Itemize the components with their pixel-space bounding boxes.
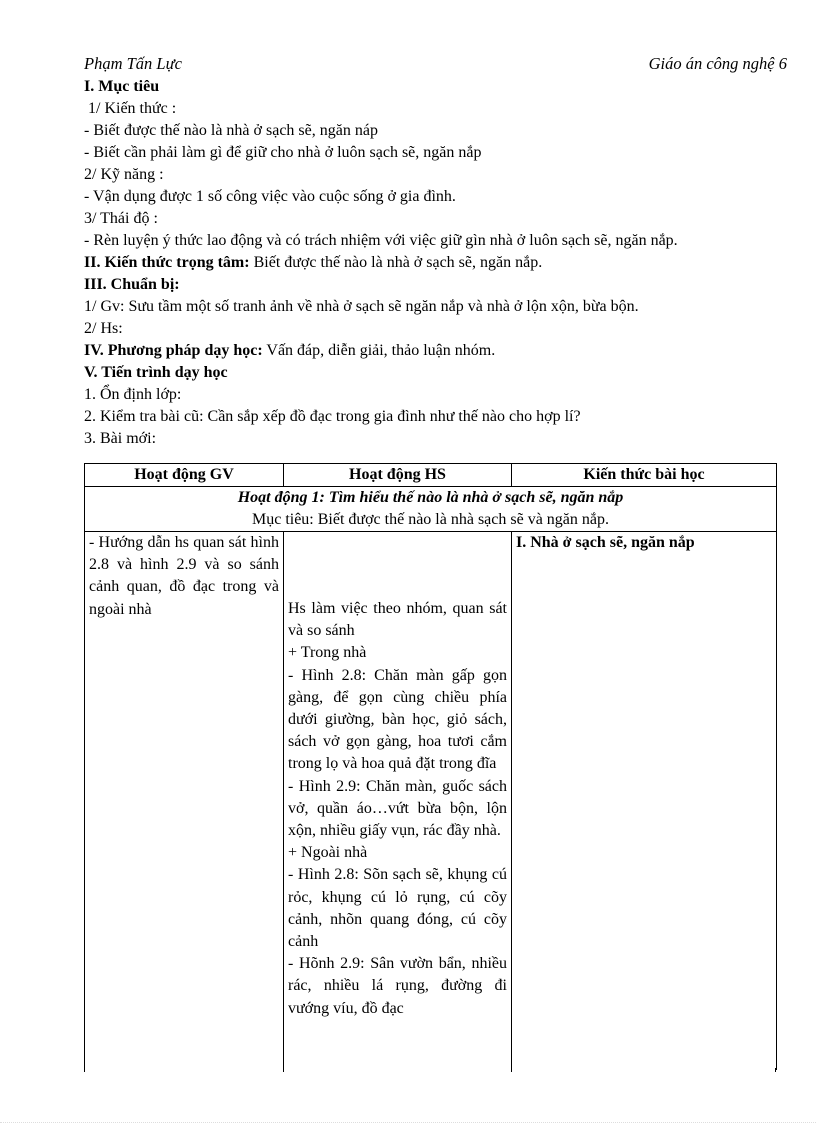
- skills-heading: 2/ Kỹ năng :: [84, 166, 164, 183]
- focus-line: [84, 252, 804, 274]
- header-knowledge: Kiến thức bài học: [512, 464, 777, 487]
- process-step-2: 2. Kiểm tra bài cũ: Cần sắp xếp đồ đạc trong gia đình như thế nào cho hợp lí?: [84, 408, 581, 425]
- hs-line: - Hõnh 2.9: Sân vườn bẩn, nhiều rác, nhiều lá rụng, đường đi vướng víu, đồ đạc: [288, 955, 507, 1017]
- activity-goal: Mục tiêu: Biết được thế nào là nhà sạch sẽ và ngăn nắp.: [251, 511, 610, 528]
- activity-row: [85, 487, 777, 532]
- knowledge-item-1: - Biết được thế nào là nhà ở sạch sẽ, ngăn náp: [84, 122, 378, 139]
- knowledge-heading-text: I. Nhà ở sạch sẽ, ngăn nắp: [516, 534, 695, 551]
- table-border-stub: [84, 1068, 85, 1072]
- process-step-3: 3. Bài mới:: [84, 430, 157, 447]
- content-row: [85, 532, 777, 1092]
- knowledge-item-2: - Biết cần phải làm gì để giữ cho nhà ở luôn sạch sẽ, ngăn nắp: [84, 144, 482, 161]
- hs-line: - Hình 2.8: Chăn màn gấp gọn gàng, để gọn cùng chiều phía dưới giường, bàn học, giỏ sách, sách vở gọn gàng, hoa tươi cắm trong lọ và hoa quả đặt trong đĩa: [288, 666, 507, 773]
- page-cutoff: [84, 1070, 784, 1130]
- hs-line: - Hình 2.9: Chăn màn, guốc sách vở, quần áo…vứt bừa bộn, lộn xộn, nhiều giấy vụn, rác đầy nhà.: [288, 777, 507, 840]
- hs-line: - Hình 2.8: Sõn sạch sẽ, khụng cú rỏc, khụng cú lỏ rụng, cú cõy cảnh, nhõn quang đóng, cú cõy cảnh: [288, 866, 507, 951]
- hs-line: Hs làm việc theo nhóm, quan sát và so sánh: [288, 600, 507, 640]
- section-process-title: V. Tiến trình dạy học: [84, 364, 228, 381]
- page-header: [84, 54, 787, 76]
- prep-student: 2/ Hs:: [84, 320, 123, 337]
- attitude-item-1: - Rèn luyện ý thức lao động và có trách nhiệm với việc giữ gìn nhà ở luôn sạch sẽ, ngăn nắp.: [84, 232, 678, 249]
- knowledge-heading: 1/ Kiến thức :: [88, 100, 177, 117]
- prep-teacher: 1/ Gv: Sưu tầm một số tranh ảnh về nhà ở sạch sẽ ngăn nắp và nhà ở lộn xộn, bừa bộn.: [84, 298, 639, 315]
- header-hs: Hoạt động HS: [284, 464, 512, 487]
- hs-cell: [284, 532, 512, 1092]
- section-prep-title: III. Chuẩn bị:: [84, 276, 180, 293]
- activity-title: Hoạt động 1: Tìm hiểu thế nào là nhà ở sạch sẽ, ngăn nắp: [237, 489, 624, 506]
- table-header-row: [85, 464, 777, 487]
- table-border-stub: [283, 1068, 284, 1072]
- gv-text: - Hướng dẫn hs quan sát hình 2.8 và hình 2.9 và so sánh cảnh quan, đồ đạc trong và ngoài nhà: [89, 534, 279, 618]
- author-name: Phạm Tấn Lực: [84, 54, 182, 73]
- gv-cell: [85, 532, 284, 1092]
- skills-item-1: - Vận dụng được 1 số công việc vào cuộc sống ở gia đình.: [84, 188, 456, 205]
- table-border-stub: [511, 1068, 512, 1072]
- section-method-text: Vấn đáp, diễn giải, thảo luận nhóm.: [262, 342, 496, 359]
- attitude-heading: 3/ Thái độ :: [84, 210, 158, 227]
- header-gv: Hoạt động GV: [85, 464, 284, 487]
- section-method-title: IV. Phương pháp dạy học:: [84, 342, 263, 359]
- section-focus-title: II. Kiến thức trọng tâm:: [84, 254, 250, 271]
- lesson-table: [84, 463, 777, 1092]
- method-line: [84, 340, 804, 362]
- hs-line: + Ngoài nhà: [288, 844, 368, 862]
- knowledge-cell: [512, 532, 777, 1092]
- activity-cell: [85, 487, 777, 532]
- process-step-1: 1. Ổn định lớp:: [84, 386, 182, 403]
- lesson-body: [84, 76, 804, 450]
- hs-line: + Trong nhà: [288, 644, 367, 662]
- section-focus-text: Biết được thế nào là nhà ở sạch sẽ, ngăn nắp.: [249, 254, 543, 271]
- table-border-stub: [775, 1068, 776, 1072]
- section-objectives-title: I. Mục tiêu: [84, 78, 160, 95]
- subject-title: Giáo án công nghệ 6: [648, 54, 787, 73]
